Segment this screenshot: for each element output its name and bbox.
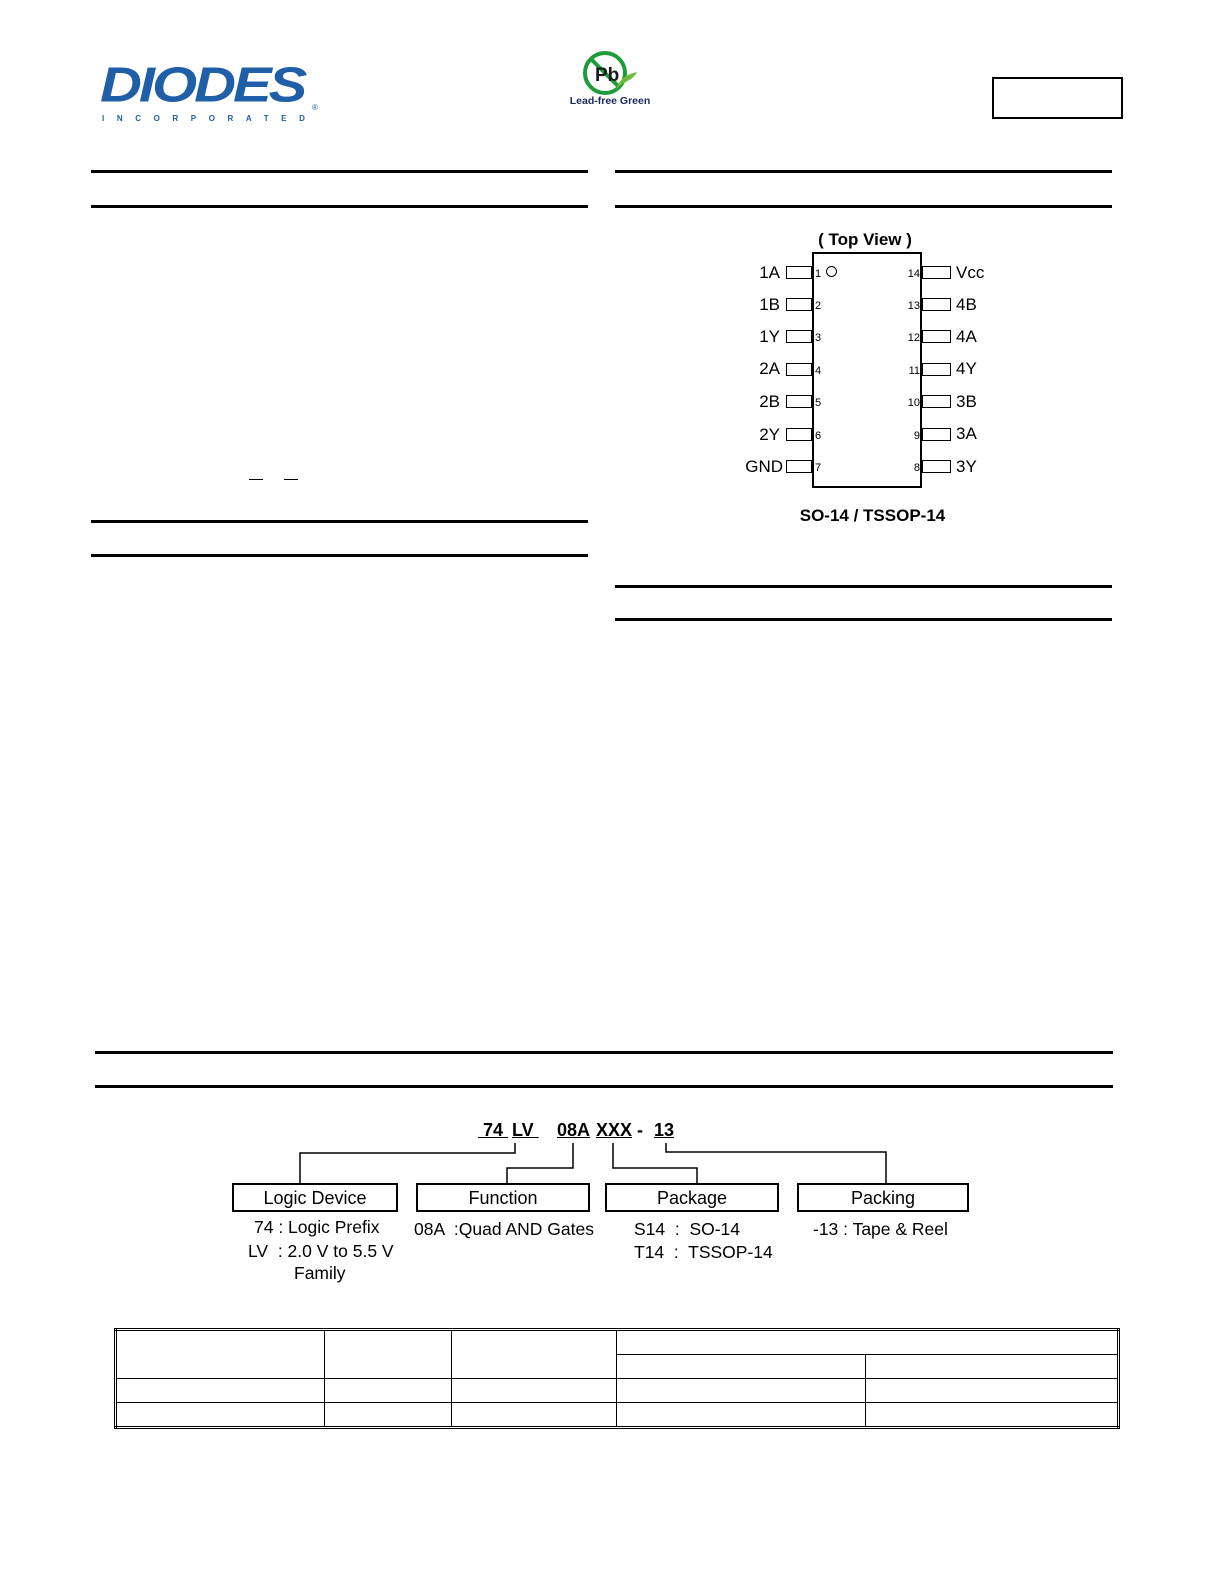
package-desc: T14 : TSSOP-14 — [634, 1242, 773, 1262]
function-desc: 08A :Quad AND Gates — [414, 1219, 594, 1239]
table-row — [116, 1403, 1119, 1428]
ordering-table — [114, 1328, 1120, 1429]
logic-device-desc: Family — [294, 1263, 346, 1283]
part-segment-function: 08A — [557, 1120, 591, 1140]
table-cell — [617, 1379, 866, 1403]
table-cell — [116, 1379, 325, 1403]
pin-number: 4 — [815, 365, 822, 377]
logic-device-desc: 74 : Logic Prefix — [254, 1217, 380, 1237]
pin-number: 12 — [907, 332, 920, 344]
pin-number: 2 — [815, 300, 822, 312]
logic-device-desc: LV : 2.0 V to 5.5 V — [248, 1241, 394, 1261]
field-box-packing: Packing — [797, 1183, 969, 1212]
pin-label: Vcc — [956, 263, 985, 282]
pin-label: 3Y — [956, 457, 977, 476]
pin-number: 5 — [815, 397, 822, 409]
pin-label: 2A — [759, 359, 780, 378]
pin-number: 6 — [815, 430, 822, 442]
pin-number: 9 — [913, 430, 920, 442]
pin-number: 7 — [815, 462, 822, 474]
pin-number: 3 — [815, 332, 822, 344]
pin-number: 1 — [815, 268, 822, 280]
pin-label: 4Y — [956, 359, 977, 378]
table-header-row — [116, 1330, 1119, 1355]
pin-label: 4B — [956, 295, 977, 314]
table-cell — [617, 1330, 1119, 1355]
packing-desc: -13 : Tape & Reel — [813, 1219, 948, 1239]
table-cell — [866, 1403, 1119, 1428]
pin-number: 10 — [907, 397, 920, 409]
table-cell — [617, 1403, 866, 1428]
table-cell — [116, 1403, 325, 1428]
field-box-function: Function — [416, 1183, 590, 1212]
pin-label: 2Y — [759, 425, 780, 444]
table-cell — [451, 1403, 617, 1428]
package-desc: S14 : SO-14 — [634, 1219, 741, 1239]
part-segment-family: LV — [512, 1120, 534, 1140]
pin-label: 4A — [956, 327, 977, 346]
part-segment-prefix: 74 — [483, 1120, 504, 1140]
pin-label: 1Y — [759, 327, 780, 346]
table-cell — [325, 1330, 451, 1379]
pin-label: 2B — [759, 392, 780, 411]
logo-wordmark: DIODES — [100, 57, 305, 113]
pin-number: 14 — [907, 268, 920, 280]
pb-symbol: Pb — [595, 65, 620, 86]
pin-label: 3A — [956, 424, 977, 443]
table-cell — [116, 1330, 325, 1379]
table-cell — [325, 1403, 451, 1428]
pin-label: 1A — [759, 263, 780, 282]
field-box-package: Package — [605, 1183, 779, 1212]
lead-free-caption: Lead-free Green — [569, 95, 651, 107]
part-segment-packing: 13 — [654, 1120, 675, 1140]
pin-number: 11 — [908, 365, 920, 377]
pin-label: 3B — [956, 392, 977, 411]
part-segment-package: XXX — [596, 1120, 633, 1140]
registered-mark: ® — [312, 103, 318, 112]
pin-number: 13 — [907, 300, 920, 312]
table-cell — [617, 1355, 866, 1379]
field-box-logic-device: Logic Device — [232, 1183, 398, 1212]
pin-label: 1B — [759, 295, 780, 314]
table-cell — [451, 1379, 617, 1403]
part-segment-dash: - — [637, 1120, 643, 1140]
pin-label: GND — [745, 457, 783, 476]
table-row — [116, 1379, 1119, 1403]
table-cell — [451, 1330, 617, 1379]
table-cell — [866, 1379, 1119, 1403]
table-cell — [325, 1379, 451, 1403]
top-view-label: ( Top View ) — [818, 230, 912, 249]
pin-number: 8 — [913, 462, 920, 474]
table-cell — [866, 1355, 1119, 1379]
package-caption: SO-14 / TSSOP-14 — [799, 506, 946, 525]
logo-subtext: INCORPORATED — [102, 114, 318, 123]
